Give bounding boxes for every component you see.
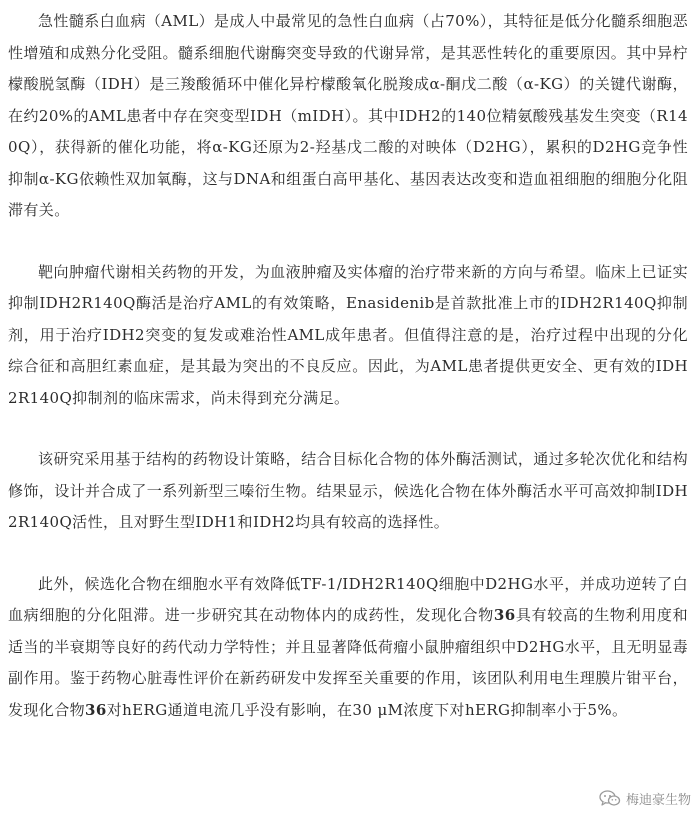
paragraph-results-text-1: 此外，候选化合物在细胞水平有效降低TF-1/IDH2R140Q细胞中D2HG水平，并成功逆转了白血病细胞的分化阻滞。进一步研究其在动物体内的成药性，发现化合物	[8, 574, 688, 624]
article-body	[8, 6, 688, 756]
paragraph-results	[8, 569, 688, 727]
paragraph-results-text-2: 具有较高的生物利用度和适当的半衰期等良好的药代动力学特性；并且显著降低荷瘤小鼠肿瘤组织中D2HG水平，且无明显毒副作用。鉴于药物心脏毒性评价在新药研发中发挥至关重要的作用，该团队利用电生理膜片钳平台，发现化合物	[8, 606, 689, 719]
paragraph-study-design: 该研究采用基于结构的药物设计策略，结合目标化合物的体外酶活测试，通过多轮次优化和结构修饰，设计并合成了一系列新型三嗪衍生物。结果显示，候选化合物在体外酶活水平可高效抑制IDH2R140Q活性，且对野生型IDH1和IDH2均具有较高的选择性。	[8, 450, 688, 531]
paragraph-results-text-3: 对hERG通道电流几乎没有影响，在30 μM浓度下对hERG抑制率小于5%。	[106, 700, 628, 719]
paragraph-aml-intro: 急性髓系白血病（AML）是成人中最常见的急性白血病（占70%），其特征是低分化髓系细胞恶性增殖和成熟分化受阻。髓系细胞代谢酶突变导致的代谢异常，是其恶性转化的重要原因。其中异柠檬酸脱氢酶（IDH）是三羧酸循环中催化异柠檬酸氧化脱羧成α-酮戊二酸（α-KG）的关键代谢酶，在约20%的AML患者中存在突变型IDH（mIDH）。其中IDH2的140位精氨酸残基发生突变（R140Q），获得新的催化功能，将α-KG还原为2-羟基戊二酸的对映体（D2HG），累积的D2HG竞争性抑制α-KG依赖性双加氧酶，这与DNA和组蛋白高甲基化、基因表达改变和造血祖细胞的细胞分化阻滞有关。	[8, 12, 688, 219]
compound-number: 36	[493, 606, 516, 624]
watermark-text: 梅迪豪生物	[625, 793, 691, 808]
watermark	[596, 788, 694, 809]
compound-number: 36	[85, 700, 107, 719]
paragraph-targeted-drugs: 靶向肿瘤代谢相关药物的开发，为血液肿瘤及实体瘤的治疗带来新的方向与希望。临床上已证实抑制IDH2R140Q酶活是治疗AML的有效策略，Enasidenib是首款批准上市的IDH2R140Q抑制剂，用于治疗IDH2突变的复发或难治性AML成年患者。但值得注意的是，治疗过程中出现的分化综合征和高胆红素血症，是其最为突出的不良反应。因此，为AML患者提供更安全、更有效的IDH2R140Q抑制剂的临床需求，尚未得到充分满足。	[8, 262, 688, 407]
wechat-icon	[599, 790, 621, 807]
